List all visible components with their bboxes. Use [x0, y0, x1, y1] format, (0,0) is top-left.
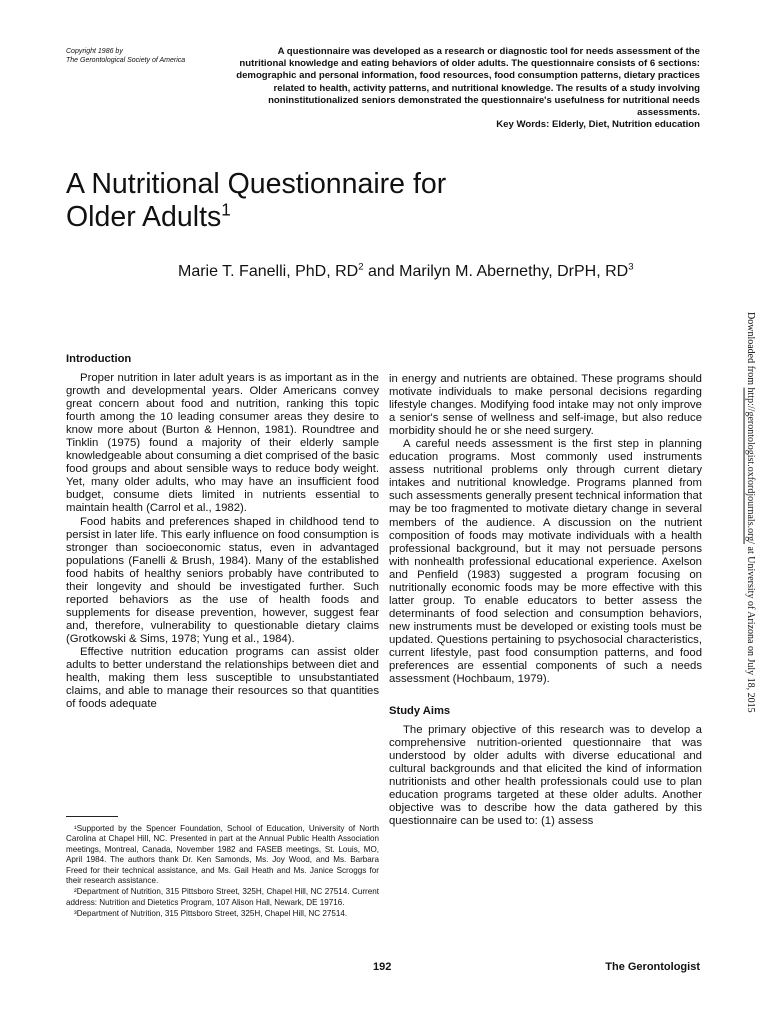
intro-paragraph-1: Proper nutrition in later adult years is as important as in the growth and developmental years. Older Americans convey great concern about food and nutrition, ranking this topic fourth among the 10 leading consumer areas they desire to know more about (Burton & Hennon, 1981). Roundtree and Tinklin (1975) found a majority of their elderly sample knowledgeable about consuming a diet comprised of the basic food groups and about sensible ways to reduce body weight. Yet, many older adults, who may have an insufficient food budget, consume diets limited in nutrients essential to maintain health (Carrol et al., 1982). [66, 372, 379, 515]
title-line-2: Older Adults [66, 201, 222, 233]
abstract [232, 46, 700, 131]
copyright-notice [66, 47, 236, 65]
title-footnote-marker: 1 [221, 200, 231, 220]
study-aims-heading: Study Aims [389, 705, 451, 718]
download-suffix: at University of Arizona on July 18, 2015 [745, 544, 756, 713]
author-2-footnote-marker: 3 [628, 261, 634, 273]
footnote-3: ³Department of Nutrition, 315 Pittsboro Street, 325H, Chapel Hill, NC 27514. [74, 909, 348, 919]
copyright-line-1: Copyright 1986 by [66, 48, 123, 55]
author-line [178, 262, 718, 282]
author-1-footnote-marker: 2 [358, 261, 364, 273]
key-words: Key Words: Elderly, Diet, Nutrition education [496, 119, 700, 131]
page-number: 192 [373, 961, 392, 973]
author-1: Marie T. Fanelli, PhD, RD [178, 263, 359, 280]
journal-name: The Gerontologist [605, 961, 700, 973]
left-column [66, 352, 379, 711]
intro-paragraph-3: Effective nutrition education programs can assist older adults to better understand the relationships between diet and health, making them less susceptible to unsubstantiated claims, and able to manage their resources so that quantities of foods adequate [66, 645, 379, 711]
article-title [66, 168, 626, 234]
right-paragraph-2: A careful needs assessment is the first step in planning education programs. Most commonly used instruments assess nutritional problems only through current dietary intakes and nutritional knowledge. Programs planned from such assessments generally present technical information that may be too fragmented to motivate dietary change in several members of the audience. A discussion on the nutrient composition of foods may motivate individuals with a health professional background, but it may not persuade persons with nonhealth professional educational experience. Axelson and Penfield (1983) suggested a program focusing on nutritionally economic foods may be more effective with this latter group. To enable educators to better assess the determinants of food selection and consumption behaviors, new instruments must be developed or existing tools must be updated. Questions pertaining to psychosocial characteristics, current lifestyle, past food consumption patterns, and food preferences are essential components of such a needs assessment (Hochbaum, 1979). [389, 438, 702, 686]
copyright-line-2: The Gerontological Society of America [66, 57, 186, 64]
title-line-1: A Nutritional Questionnaire for [66, 168, 447, 200]
footnotes [66, 824, 379, 921]
footnote-2: ²Department of Nutrition, 315 Pittsboro Street, 325H, Chapel Hill, NC 27514. Current address: Nutrition and Dietetics Program, 107 Alison Hall, Newark, DE 19716. [66, 887, 379, 907]
introduction-heading: Introduction [66, 353, 132, 365]
footnote-1: ¹Supported by the Spencer Foundation, School of Education, University of North Carolina at Chapel Hill, NC. Presented in part at the Annual Public Health Association meetings, Montreal, Canada, November 1982 and FASEB meetings, St. Louis, MO, April 1984. The authors thank Dr. Ken Samonds, Ms. Joy Wood, and Ms. Barbara Freed for their technical assistance, and Ms. Gail Heath and Ms. Janice Scroggs for their research assistance. [66, 824, 379, 886]
download-link[interactable]: http://gerontologist.oxfordjournals.org/ [745, 387, 756, 545]
download-watermark [737, 312, 761, 1002]
right-column [389, 373, 702, 829]
study-aims-paragraph: The primary objective of this research was to develop a comprehensive nutrition-oriented questionnaire that was understood by older adults with diverse educational and cultural backgrounds and that elicited the kind of information nutritionists and other health professionals could use to plan education programs targeted at these older adults. Another objective was to describe how the data gathered by this questionnaire can be used to: (1) assess [389, 724, 702, 828]
right-paragraph-1: in energy and nutrients are obtained. These programs should motivate individuals to make personal decisions regarding lifestyle changes. Modifying food intake may not only improve a senior's sense of wellness and self-image, but also reduce morbidity should he or she need surgery. [389, 373, 702, 438]
footnote-divider [66, 816, 118, 817]
author-2: Marilyn M. Abernethy, DrPH, RD [399, 263, 629, 280]
intro-paragraph-2: Food habits and preferences shaped in childhood tend to persist in later life. This early influence on food consumption is stronger than socioeconomic status, even in advantaged populations (Fanelli & Brush, 1984). Many of the established food habits of healthy seniors probably have contributed to their longevity and should be investigated further. Such reported behaviors as the use of health foods and supplements for disease prevention, however, suggest fear and, therefore, vulnerability to questionable dietary claims (Grotkowski & Sims, 1978; Yung et al., 1984). [66, 515, 379, 645]
author-join: and [363, 263, 400, 280]
abstract-text: A questionnaire was developed as a research or diagnostic tool for needs assessment of the nutritional knowledge and eating behaviors of older adults. The questionnaire consists of 6 sections: demographic and personal information, food resources, food consumption patterns, dietary practices related to health, activity patterns, and nutritional knowledge. The results of a study involving noninstitutionalized seniors demonstrated the questionnaire's usefulness for nutritional needs assessments. [236, 46, 700, 119]
download-prefix: Downloaded from [745, 312, 756, 388]
